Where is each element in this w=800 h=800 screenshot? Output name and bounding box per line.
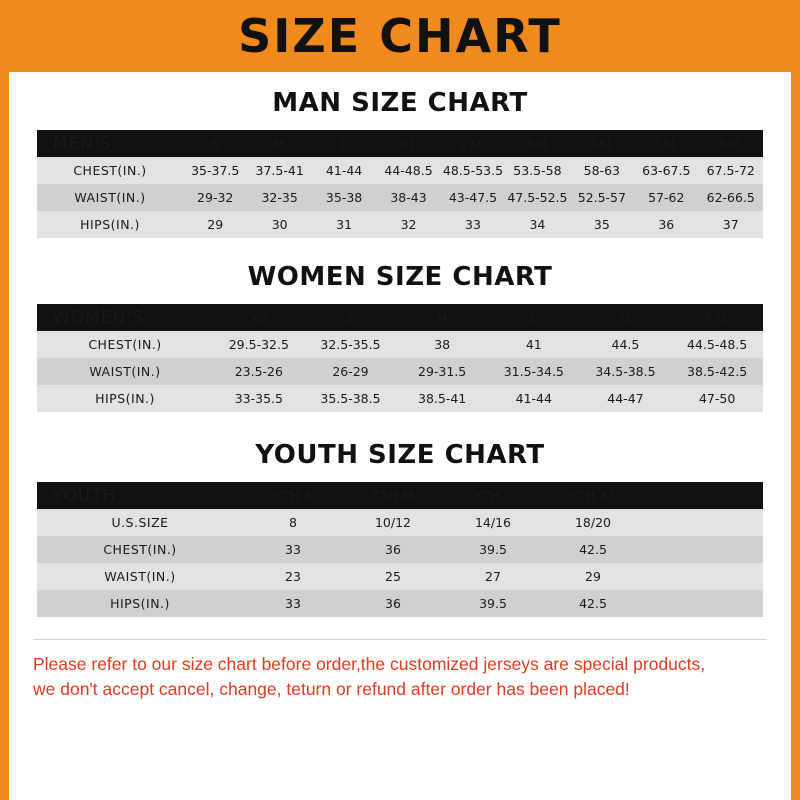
table-cell: 34.5-38.5	[595, 364, 656, 379]
men-col-header: 6XL	[718, 136, 744, 151]
youth-size-table	[37, 482, 763, 617]
women-row-label-header: WOMEN'S	[53, 307, 144, 328]
table-cell: 36	[385, 596, 401, 611]
men-row-label: CHEST(IN.)	[73, 163, 147, 178]
women-table-header-row	[37, 304, 763, 331]
youth-col-header: YTH XL	[569, 488, 617, 503]
youth-col-header-empty	[643, 482, 763, 509]
table-cell: 39.5	[479, 596, 507, 611]
table-cell: 8	[289, 515, 297, 530]
table-cell: 33-35.5	[234, 391, 283, 406]
women-col-header: XS	[250, 310, 268, 325]
men-col-header: 5XL	[653, 136, 679, 151]
women-col-header: L	[530, 310, 538, 325]
men-table-header-row	[37, 130, 763, 157]
table-cell: 52.5-57	[577, 190, 626, 205]
youth-section	[9, 440, 791, 617]
table-cell: 36	[658, 217, 675, 232]
table-cell-empty	[643, 509, 763, 536]
table-cell-empty	[643, 536, 763, 563]
table-cell: 10/12	[374, 515, 412, 530]
table-cell: 48.5-53.5	[442, 163, 504, 178]
table-cell: 44.5	[611, 337, 640, 352]
table-cell: 63-67.5	[642, 163, 691, 178]
youth-row-label: WAIST(IN.)	[104, 569, 176, 584]
table-cell: 35.5-38.5	[320, 391, 381, 406]
table-cell: 37	[722, 217, 739, 232]
table-row	[37, 331, 763, 358]
order-notice-line-1: Please refer to our size chart before order,the customized jerseys are special products,	[33, 654, 706, 674]
women-section-title: WOMEN SIZE CHART	[247, 262, 553, 292]
men-size-table	[37, 130, 763, 238]
table-cell: 37.5-41	[255, 163, 304, 178]
table-cell: 25	[385, 569, 401, 584]
men-row-label: WAIST(IN.)	[74, 190, 146, 205]
table-cell: 47.5-52.5	[507, 190, 568, 205]
women-row-label: CHEST(IN.)	[88, 337, 162, 352]
table-cell: 31	[336, 217, 353, 232]
table-cell: 14/16	[474, 515, 512, 530]
men-col-header: S	[211, 136, 220, 151]
table-row	[37, 358, 763, 385]
women-col-header: M	[436, 310, 448, 325]
men-row-label-header: MEN'S	[53, 133, 112, 154]
table-cell: 57-62	[648, 190, 685, 205]
table-cell: 35-38	[325, 190, 363, 205]
table-cell: 35-37.5	[191, 163, 240, 178]
table-cell: 23.5-26	[234, 364, 283, 379]
table-cell: 44-48.5	[384, 163, 433, 178]
table-cell: 33	[465, 217, 481, 232]
table-row	[37, 563, 763, 590]
table-cell: 38	[434, 337, 451, 352]
table-cell: 29.5-32.5	[228, 337, 289, 352]
table-cell: 29	[585, 569, 601, 584]
table-cell: 23	[285, 569, 301, 584]
table-cell: 18/20	[574, 515, 612, 530]
table-cell: 33	[285, 596, 301, 611]
table-cell: 31.5-34.5	[503, 364, 564, 379]
table-row	[37, 157, 763, 184]
men-col-header: 4XL	[589, 136, 615, 151]
table-cell: 29-32	[197, 190, 234, 205]
women-row-label: HIPS(IN.)	[95, 391, 155, 406]
women-size-table	[37, 304, 763, 412]
men-col-header: 2XL	[460, 136, 486, 151]
men-section-title: MAN SIZE CHART	[272, 88, 528, 118]
youth-section-title: YOUTH SIZE CHART	[255, 440, 545, 470]
youth-col-header: YTH M	[372, 488, 414, 503]
table-row	[37, 536, 763, 563]
table-cell: 42.5	[579, 596, 607, 611]
table-cell: 39.5	[479, 542, 507, 557]
youth-table-header-row	[37, 482, 763, 509]
men-section	[9, 88, 791, 238]
table-row	[37, 385, 763, 412]
table-cell: 47-50	[698, 391, 736, 406]
youth-row-label: CHEST(IN.)	[103, 542, 177, 557]
table-cell: 62-66.5	[706, 190, 755, 205]
table-cell: 33	[285, 542, 301, 557]
table-cell: 36	[385, 542, 401, 557]
table-cell: 27	[485, 569, 501, 584]
men-col-header: L	[340, 136, 348, 151]
women-col-header: XL	[617, 310, 634, 325]
women-section	[9, 262, 791, 412]
table-cell-empty	[643, 563, 763, 590]
order-notice-line-2: we don't accept cancel, change, teturn or refund after order has been placed!	[33, 679, 630, 700]
table-row	[37, 184, 763, 211]
table-cell: 42.5	[579, 542, 607, 557]
youth-col-header: YTH L	[473, 488, 513, 503]
banner	[9, 0, 791, 72]
table-cell: 38.5-42.5	[687, 364, 748, 379]
table-cell: 43-47.5	[448, 190, 498, 205]
order-notice	[33, 639, 767, 703]
youth-row-label: U.S.SIZE	[111, 515, 169, 530]
youth-col-header: YTH S	[273, 488, 313, 503]
table-cell: 38-43	[390, 190, 427, 205]
men-col-header: 3XL	[524, 136, 550, 151]
table-cell: 67.5-72	[706, 163, 755, 178]
table-cell: 34	[529, 217, 546, 232]
table-cell: 32-35	[261, 190, 298, 205]
youth-row-label: HIPS(IN.)	[110, 596, 170, 611]
table-row	[37, 211, 763, 238]
table-cell: 32.5-35.5	[320, 337, 381, 352]
youth-row-label-header: YOUTH	[53, 485, 117, 506]
women-col-header: XXL	[704, 310, 730, 325]
table-cell: 32	[400, 217, 417, 232]
table-cell: 53.5-58	[513, 163, 562, 178]
table-cell: 44.5-48.5	[687, 337, 748, 352]
table-cell: 30	[271, 217, 288, 232]
table-cell: 35	[593, 217, 610, 232]
table-cell-empty	[643, 590, 763, 617]
men-col-header: M	[274, 136, 286, 151]
table-row	[37, 509, 763, 536]
men-col-header: XL	[400, 136, 417, 151]
table-cell: 58-63	[583, 163, 620, 178]
table-cell: 41-44	[515, 391, 552, 406]
table-cell: 26-29	[332, 364, 369, 379]
table-cell: 29	[207, 217, 224, 232]
table-cell: 38.5-41	[418, 391, 467, 406]
table-cell: 29-31.5	[418, 364, 467, 379]
women-col-header: S	[346, 310, 355, 325]
table-cell: 44-47	[607, 391, 644, 406]
table-cell: 41	[525, 337, 542, 352]
page-title: SIZE CHART	[238, 9, 562, 63]
table-row	[37, 590, 763, 617]
women-row-label: WAIST(IN.)	[89, 364, 161, 379]
table-cell: 41-44	[325, 163, 363, 178]
men-row-label: HIPS(IN.)	[80, 217, 140, 232]
